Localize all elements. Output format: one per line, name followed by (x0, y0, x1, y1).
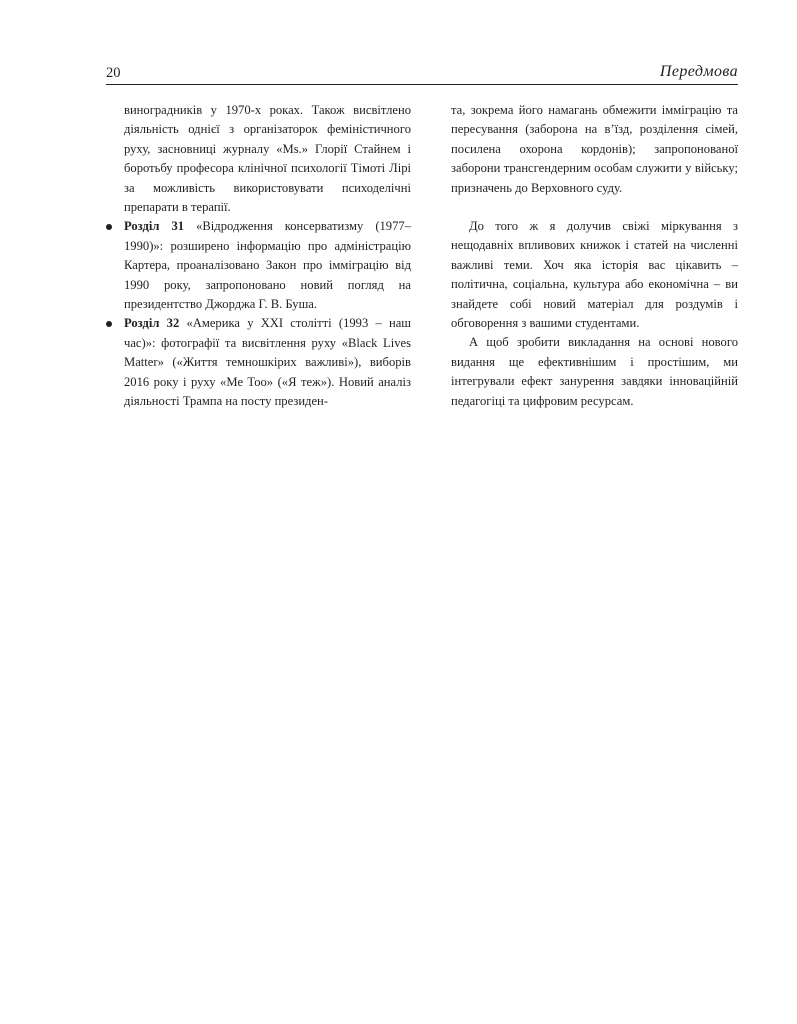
page-number: 20 (106, 65, 121, 81)
running-title: Передмова (659, 63, 738, 80)
list-item (124, 217, 411, 314)
list-item (124, 314, 411, 411)
page-header (106, 62, 738, 85)
chapter-label: Розділ 31 (124, 219, 185, 234)
body-paragraph: До того ж я долучив свіжі міркування з нещодавніх впливових книжок і статей на численні важливі теми. Хоч яка історія вас цікавить – політична, соціальна, культура або економічна – ви знайдете собі новий матеріал для роздумів і обговорення з вашими студентами. (451, 219, 738, 331)
chapter-description: «Америка у ХХІ столітті (1993 – наш час)»: фотографії та висвітлення руху «Black Lives Matter» («Життя темношкірих важливі»), виборів 2016 року і руху «Me Too» («Я теж»). Новий аналіз діяльності Трампа на посту президен- (124, 316, 412, 409)
bullet-icon (106, 224, 112, 230)
list-item-text (124, 217, 411, 314)
continued-paragraph: виноградників у 1970-х роках. Також висвітлено діяльність однієї з організаторок феміністичного руху, засновниці журналу «Ms.» Глорії Стайнем і боротьбу професора клінічної психології Тімоті Лірі за можливість використовувати психоделічні препарати в терапії. (124, 103, 411, 215)
chapter-label: Розділ 32 (124, 316, 180, 331)
chapter-description: «Відродження консерватизму (1977–1990)»: розширено інформацію про адміністрацію Картера, проаналізовано Закон про імміграцію від 1990 року, запропоновано новий погляд на президентство Джорджа Г. В. Буша. (124, 219, 411, 312)
body-paragraph: А щоб зробити викладання на основі нового видання ще ефективнішим і простішим, ми інтегрували ефект занурення завдяки інноваційній педагогіці та цифровим ресурсам. (451, 335, 738, 408)
bullet-icon (106, 321, 112, 327)
continued-paragraph: та, зокрема його намагань обмежити імміграцію та пересування (заборона на в’їзд, розділення сімей, посилена охорона кордонів); запропонованої заборони трансгендерним особам служити у війську; призначень до Верховного суду. (451, 103, 738, 195)
right-column (451, 101, 738, 411)
left-column (124, 101, 411, 412)
paragraph-gap (451, 198, 738, 217)
chapter-list (124, 217, 411, 411)
list-item-text (124, 314, 411, 411)
